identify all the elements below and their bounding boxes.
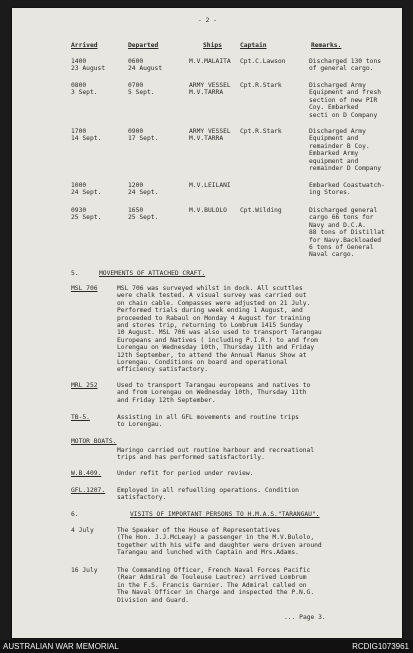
visit-2-text: The Commanding Officer, French Naval Forces Pacific (Rear Admiral de Touleuse Lautrec) arrived Lombrum in the F.S. Francis Garnier. The Admiral called on The Naval Officer in Charge and inspected the P.N.G. Division and Guard.: [117, 567, 315, 604]
header-arrived: Arrived: [71, 42, 98, 49]
visit-1-text: The Speaker of the House of Representatives (The Hon. J.J.McLeay) a passenger in the M.V.Bulolo, together with his wife and daughter were driven around Tarangau and lunched with Captain and Mrs.Adams.: [117, 527, 322, 557]
motor-boats-label: MOTOR BOATS.: [71, 438, 117, 445]
row-3-ship: ARMY VESSEL M.V.TARRA: [189, 128, 231, 143]
row-2-remarks: Discharged Army Equipment and fresh section of new PIR Coy. Embarked secti on D Company: [309, 82, 382, 119]
row-1-arrived: 1400 23 August: [71, 58, 106, 73]
section-6-number: 6.: [71, 511, 79, 518]
row-5-captain: Cpt.Wilding: [240, 207, 282, 214]
row-3-captain: Cpt.R.Stark: [240, 128, 282, 135]
row-4-remarks: Embarked Coastwatch- ing Stores.: [309, 182, 385, 197]
row-1-ship: M.V.MALAITA: [189, 58, 231, 65]
row-5-arrived: 0930 25 Sept.: [71, 207, 102, 222]
section-5-number: 5.: [71, 270, 79, 277]
row-1-departed: 0600 24 August: [128, 58, 163, 73]
row-2-ship: ARMY VESSEL M.V.TARRA: [189, 82, 231, 97]
msl-706-label: MSL 706: [71, 285, 98, 292]
header-captain: Captain: [240, 42, 267, 49]
header-departed: Departed: [128, 42, 159, 49]
visit-2-date: 16 July: [71, 567, 98, 574]
row-1-remarks: Discharged 130 tons of general cargo.: [309, 58, 382, 73]
archive-footer: [0, 640, 413, 653]
gfl1207-text: Employed in all refuelling operations. Condition satisfactory.: [117, 487, 299, 502]
motor-boats-text: Maringo carried out routine harbour and recreational trips and has performed satisfactorily.: [117, 447, 315, 462]
mrl-252-text: Used to transport Tarangau europeans and natives to and from Lorengau on Wednesday 10th, Thursday 11th and Friday 12th September.: [117, 382, 311, 404]
wb409-label: W.B.409.: [71, 470, 102, 477]
header-ships: Ships: [203, 42, 222, 49]
visit-1-date: 4 July: [71, 527, 94, 534]
row-2-departed: 0700 5 Sept.: [128, 82, 155, 97]
row-2-arrived: 0800 3 Sept.: [71, 82, 98, 97]
wb409-text: Under refit for period under review.: [117, 470, 254, 477]
footer-left: AUSTRALIAN WAR MEMORIAL: [3, 642, 119, 651]
row-3-remarks: Discharged Army Equipment and remainder B Coy. Embarked Army equipment and remainder D Company: [309, 128, 382, 173]
row-3-departed: 0900 17 Sept.: [128, 128, 159, 143]
header-remarks: Remarks.: [311, 42, 342, 49]
document-page: [12, 8, 402, 638]
row-3-arrived: 1700 14 Sept.: [71, 128, 102, 143]
row-5-departed: 1650 25 Sept.: [128, 207, 159, 222]
row-4-arrived: 1000 24 Sept.: [71, 182, 102, 197]
footer-right: RCDIG1073961: [352, 642, 409, 651]
gfl1207-label: GFL.1207.: [71, 487, 106, 494]
tb5-text: Assisting in all GFL movements and routine trips to Lorengau.: [117, 414, 299, 429]
row-4-ship: M.V.LEILANI: [189, 182, 231, 189]
row-5-remarks: Discharged general cargo 66 tons for Navy and D.C.A. 88 tons of Distillat for Navy.Backloaded 6 tons of General Naval cargo.: [309, 207, 385, 259]
tb5-label: TB-5.: [71, 414, 90, 421]
section-5-title: MOVEMENTS OF ATTACHED CRAFT.: [99, 270, 206, 277]
section-6-title: VISITS OF IMPORTANT PERSONS TO H.M.A.S."TARANGAU".: [130, 511, 320, 518]
msl-706-text: MSL 706 was surveyed whilst in dock. All scuttles were chalk tested. A visual survey was carried out on chain cable. Compasses were adjusted on 21 July. Performed trials during week ending 1 August, and proceeded to Rabaul on Monday 4 August for training and stores trip, returning to Lombrum 1415 Sunday 10 August. MSL 706 was also used to transport Tarangau Europeans and Natives ( including P.I.R.) to and from Lorengau on Wednesday 10th, Thursday 11th and Friday 12th September, to attend the Annual Manus Show at Lorengau. Conditions on board and operational efficiency satisfactory.: [117, 285, 322, 374]
row-2-captain: Cpt.R.Stark: [240, 82, 282, 89]
row-1-captain: Cpt.C.Lawson: [240, 58, 286, 65]
mrl-252-label: MRL 252: [71, 382, 98, 389]
document-body: [12, 8, 402, 638]
page-number: - 2 -: [198, 17, 217, 24]
continuation-note: ... Page 3.: [284, 614, 326, 621]
row-4-departed: 1200 24 Sept.: [128, 182, 159, 197]
row-5-ship: M.V.BULOLO: [189, 207, 227, 214]
